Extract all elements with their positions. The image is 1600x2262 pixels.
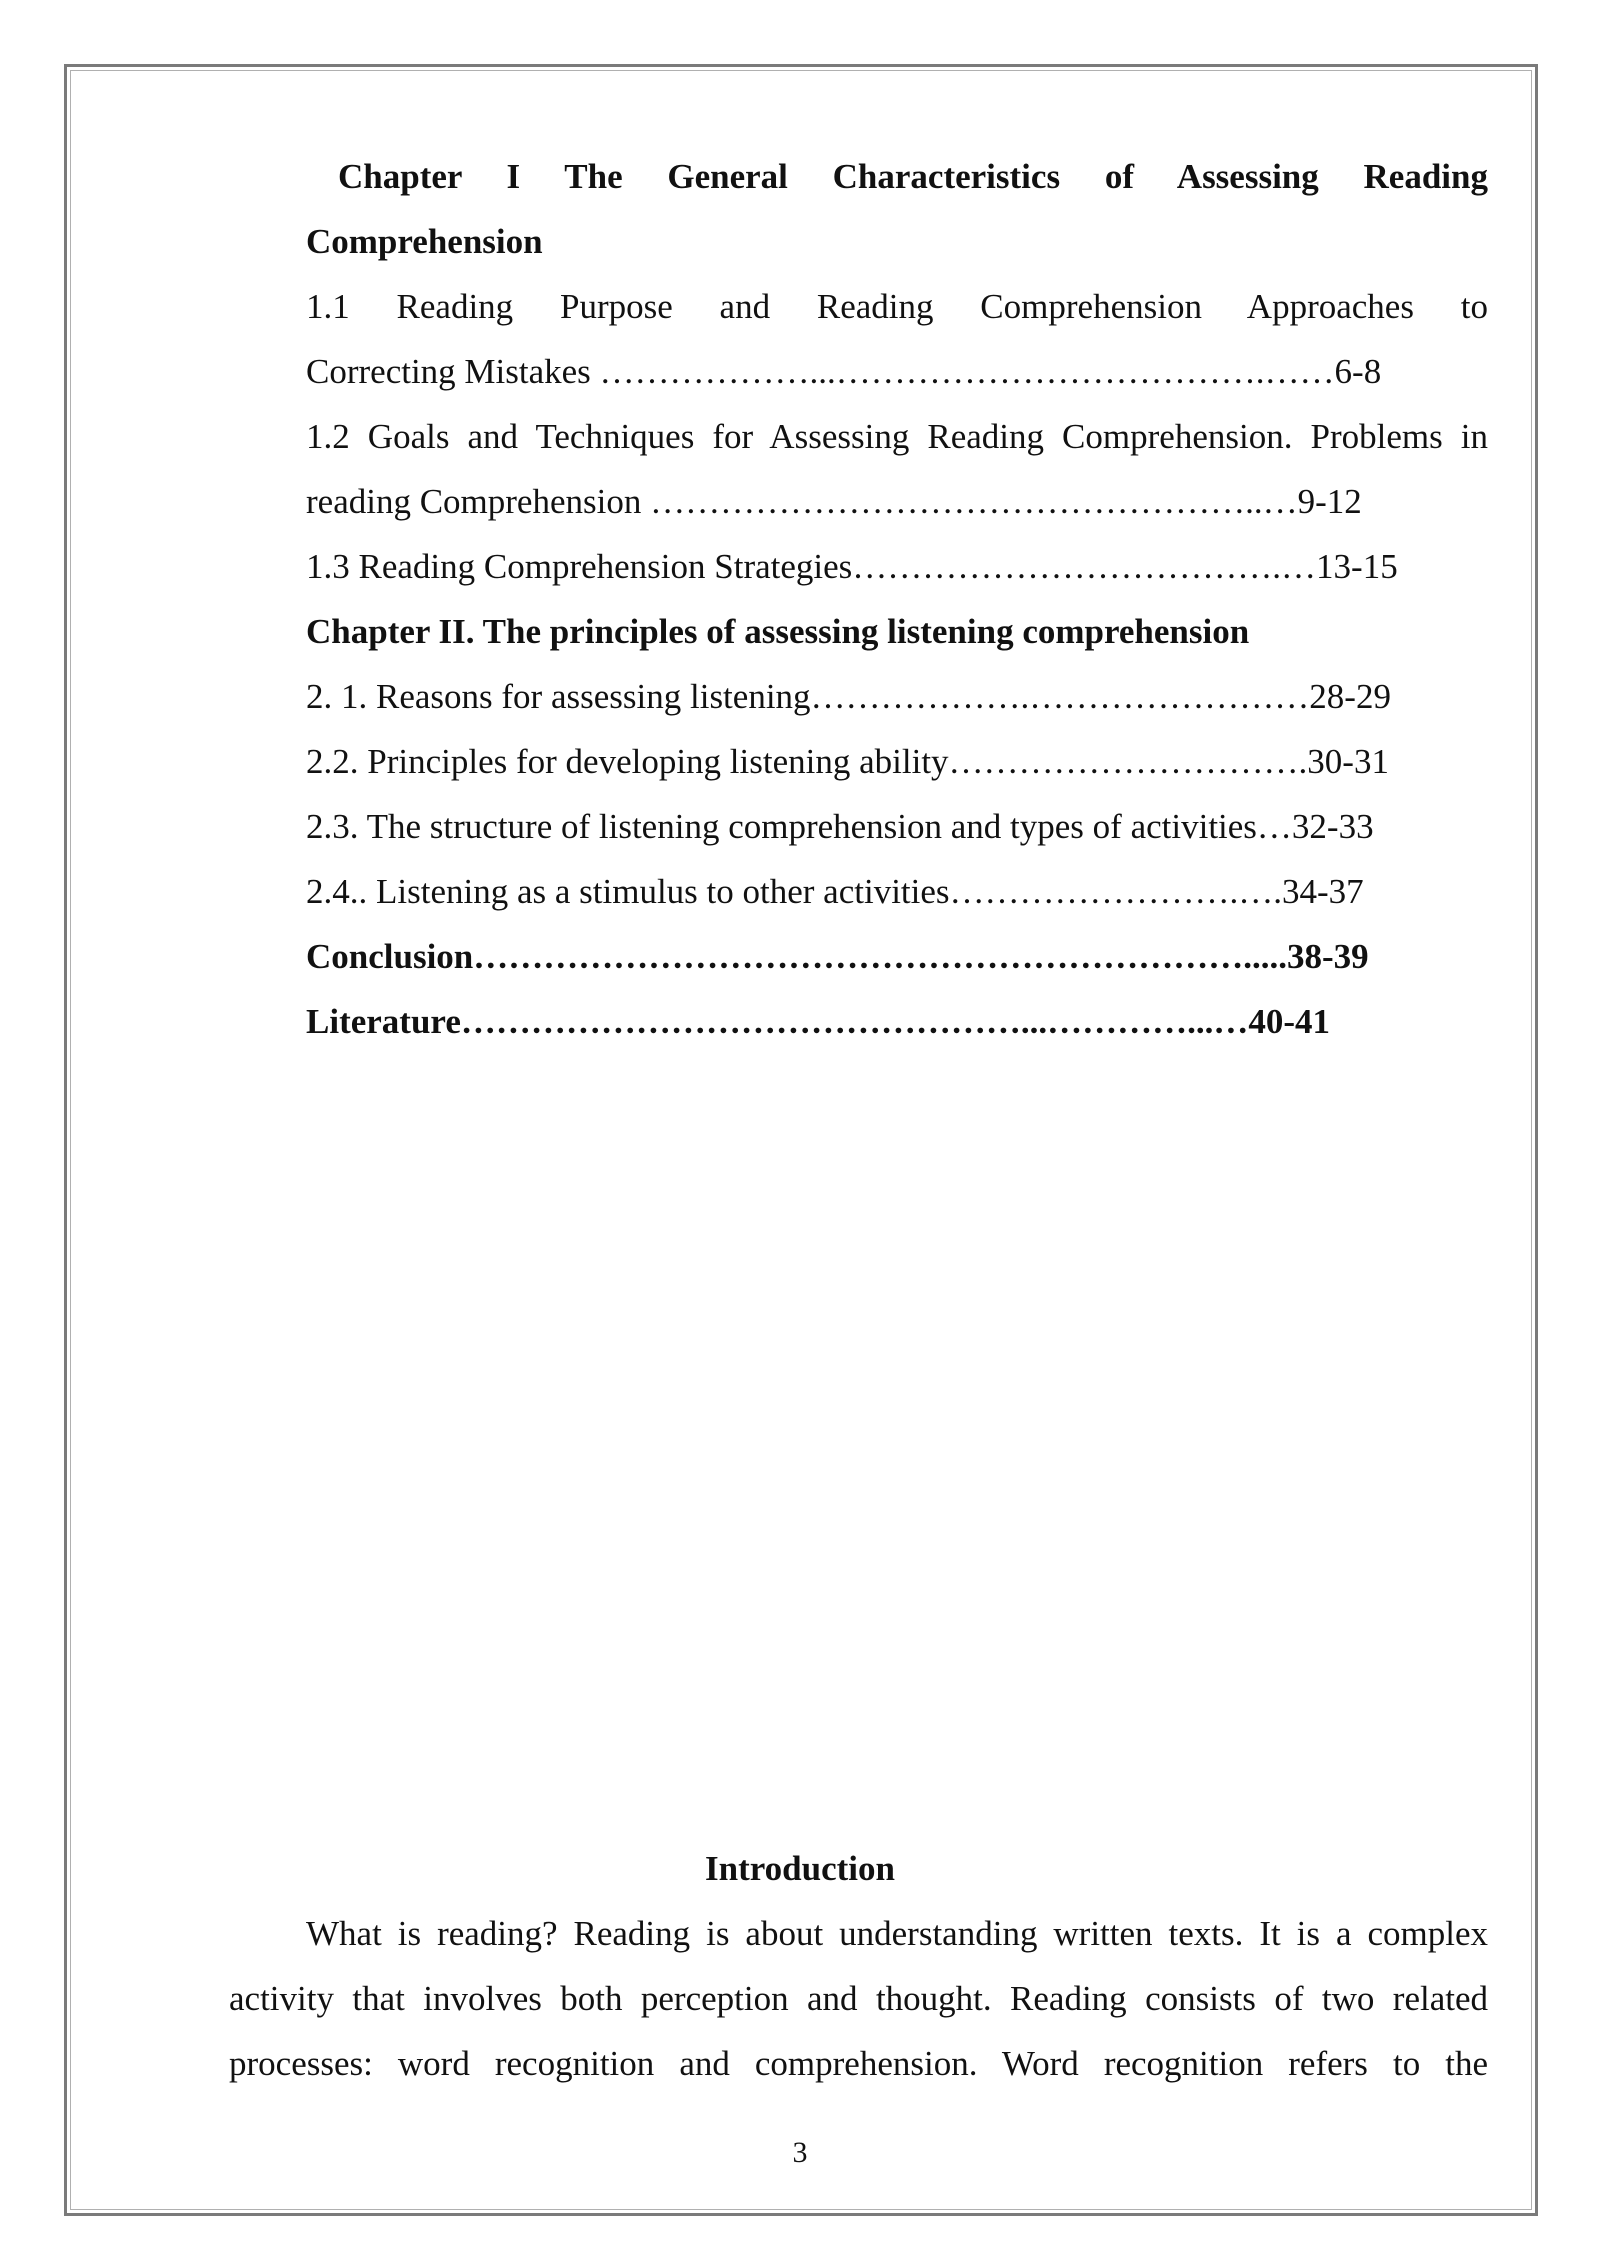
toc-item-2-3: 2.3. The structure of listening comprehension and types of activities…32-33: [306, 807, 1374, 846]
toc-literature: Literature…………………………………………...…………...…40-41: [306, 1002, 1331, 1041]
introduction-paragraph: [229, 1901, 1488, 2096]
table-of-contents: [306, 144, 1488, 1054]
toc-item-1-3: 1.3 Reading Comprehension Strategies……………………………….…13-15: [306, 547, 1398, 586]
toc-chapter-1-title: Chapter I The General Characteristics of Assessing Reading: [338, 157, 1488, 196]
toc-item-2-2: 2.2. Principles for developing listening ability………………………….30-31: [306, 742, 1389, 781]
toc-item-1-2: 1.2 Goals and Techniques for Assessing Reading Comprehension. Problems in: [306, 417, 1488, 456]
introduction-heading: Introduction: [705, 1849, 895, 1888]
introduction-line: activity that involves both perception and thought. Reading consists of two related: [229, 1979, 1488, 2018]
toc-item-1-1-cont: Correcting Mistakes ………………...……………………………….……6-8: [306, 352, 1382, 391]
toc-chapter-1-title-cont: Comprehension: [306, 222, 543, 261]
page-number: 3: [792, 2136, 808, 2169]
toc-item-1-2-cont: reading Comprehension ……………………………………………..…9-12: [306, 482, 1362, 521]
toc-item-2-1: 2. 1. Reasons for assessing listening……………….……………………28-29: [306, 677, 1391, 716]
toc-conclusion: Conclusion………………………………………………………….....38-39: [306, 937, 1369, 976]
toc-item-1-1: 1.1 Reading Purpose and Reading Comprehension Approaches to: [306, 287, 1488, 326]
toc-chapter-2-title: Chapter II. The principles of assessing listening comprehension: [306, 612, 1250, 651]
introduction-line: What is reading? Reading is about understanding written texts. It is a complex: [306, 1914, 1488, 1953]
toc-item-2-4: 2.4.. Listening as a stimulus to other activities…………………….….34-37: [306, 872, 1364, 911]
introduction-line: processes: word recognition and comprehension. Word recognition refers to the: [229, 2044, 1488, 2083]
